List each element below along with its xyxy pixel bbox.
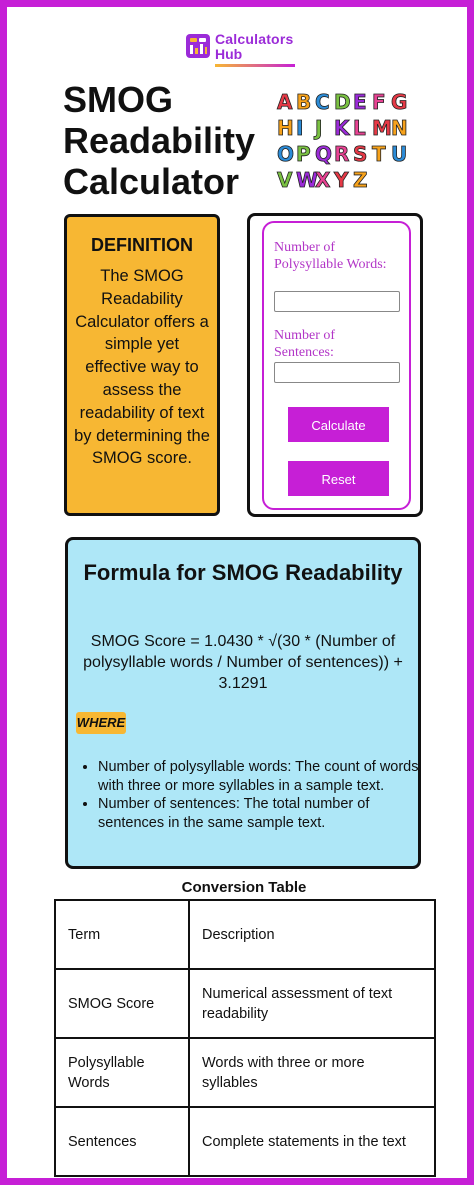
brand-underline [215, 64, 295, 67]
alphabet-letter: C [315, 90, 330, 114]
calculator-logo-icon [185, 33, 211, 59]
table-row [55, 1107, 435, 1176]
formula-card [65, 537, 421, 869]
where-item-sentences: • Number of sentences: The total number of sentences in the same sample text. [98, 795, 426, 832]
table-cell-term: Polysyllable Words [55, 1038, 189, 1107]
sentences-input[interactable] [274, 362, 400, 383]
alphabet-letter: Q [315, 142, 333, 166]
title-line-3: Calculator [63, 161, 240, 202]
calculator-card [247, 213, 423, 517]
alphabet-letter: D [334, 90, 351, 114]
alphabet-letter: Y [334, 168, 349, 192]
alphabet-letter: O [277, 142, 295, 166]
alphabet-letter: K [334, 116, 350, 140]
alphabet-illustration [273, 87, 423, 197]
table-cell-description: Words with three or more syllables [189, 1038, 435, 1107]
alphabet-letter: W [296, 168, 319, 192]
table-row [55, 969, 435, 1038]
where-item-polysyllable: • Number of polysyllable words: The count of words with three or more syllables in a sample text. [98, 758, 426, 795]
table-row [55, 1038, 435, 1107]
formula-expression: SMOG Score = 1.0430 * √(30 * (Number of polysyllable words / Number of sentences)) + 3.1291 [83, 633, 403, 692]
brand-name-line2: Hub [215, 46, 243, 62]
alphabet-letter: T [372, 142, 386, 166]
alphabet-letter: J [315, 116, 323, 140]
alphabet-letter: X [315, 168, 331, 192]
alphabet-letter: P [296, 142, 311, 166]
page-title [63, 79, 273, 202]
polysyllable-words-label: Number of Polysyllable Words: [274, 240, 387, 272]
where-list [80, 758, 426, 832]
table-header-row [55, 900, 435, 969]
conversion-table [54, 899, 436, 1177]
alphabet-letter: L [353, 116, 366, 140]
calculate-button[interactable]: Calculate [288, 407, 389, 442]
alphabet-letter: Z [353, 168, 368, 192]
conversion-table-title: Conversion Table [181, 879, 307, 896]
definition-heading: DEFINITION [91, 235, 193, 255]
calculator-form [262, 221, 411, 510]
alphabet-letter: M [372, 116, 392, 140]
alphabet-letter: U [391, 142, 408, 166]
reset-button[interactable]: Reset [288, 461, 389, 496]
alphabet-letter: A [277, 90, 293, 114]
polysyllable-words-input[interactable] [274, 291, 400, 312]
brand-logo[interactable] [185, 31, 305, 69]
table-cell-term: SMOG Score [55, 969, 189, 1038]
table-cell-description: Numerical assessment of text readability [189, 969, 435, 1038]
formula-heading: Formula for SMOG Readability [83, 560, 403, 585]
definition-card [64, 214, 220, 516]
table-header-term: Term [55, 900, 189, 969]
table-cell-term: Sentences [55, 1107, 189, 1176]
definition-body: The SMOG Readability Calculator offers a simple yet effective way to assess the readability of text by determining the SMOG score. [74, 267, 210, 468]
alphabet-letter: R [334, 142, 350, 166]
brand-name-line1: Calculators [215, 31, 294, 47]
where-badge: WHERE [76, 712, 126, 734]
title-line-1: SMOG [63, 79, 174, 120]
alphabet-letter: S [353, 142, 368, 166]
alphabet-letter: I [296, 116, 304, 140]
alphabet-letter: N [391, 116, 408, 140]
sentences-label: Number of Sentences: [274, 328, 336, 360]
alphabet-letter: V [277, 168, 293, 192]
table-header-description: Description [189, 900, 435, 969]
title-line-2: Readability [63, 120, 256, 161]
alphabet-letter: G [391, 90, 408, 114]
alphabet-letter: H [277, 116, 294, 140]
alphabet-letter: B [296, 90, 312, 114]
table-cell-description: Complete statements in the text [189, 1107, 435, 1176]
alphabet-letter: E [353, 90, 367, 114]
alphabet-letter: F [372, 90, 386, 114]
